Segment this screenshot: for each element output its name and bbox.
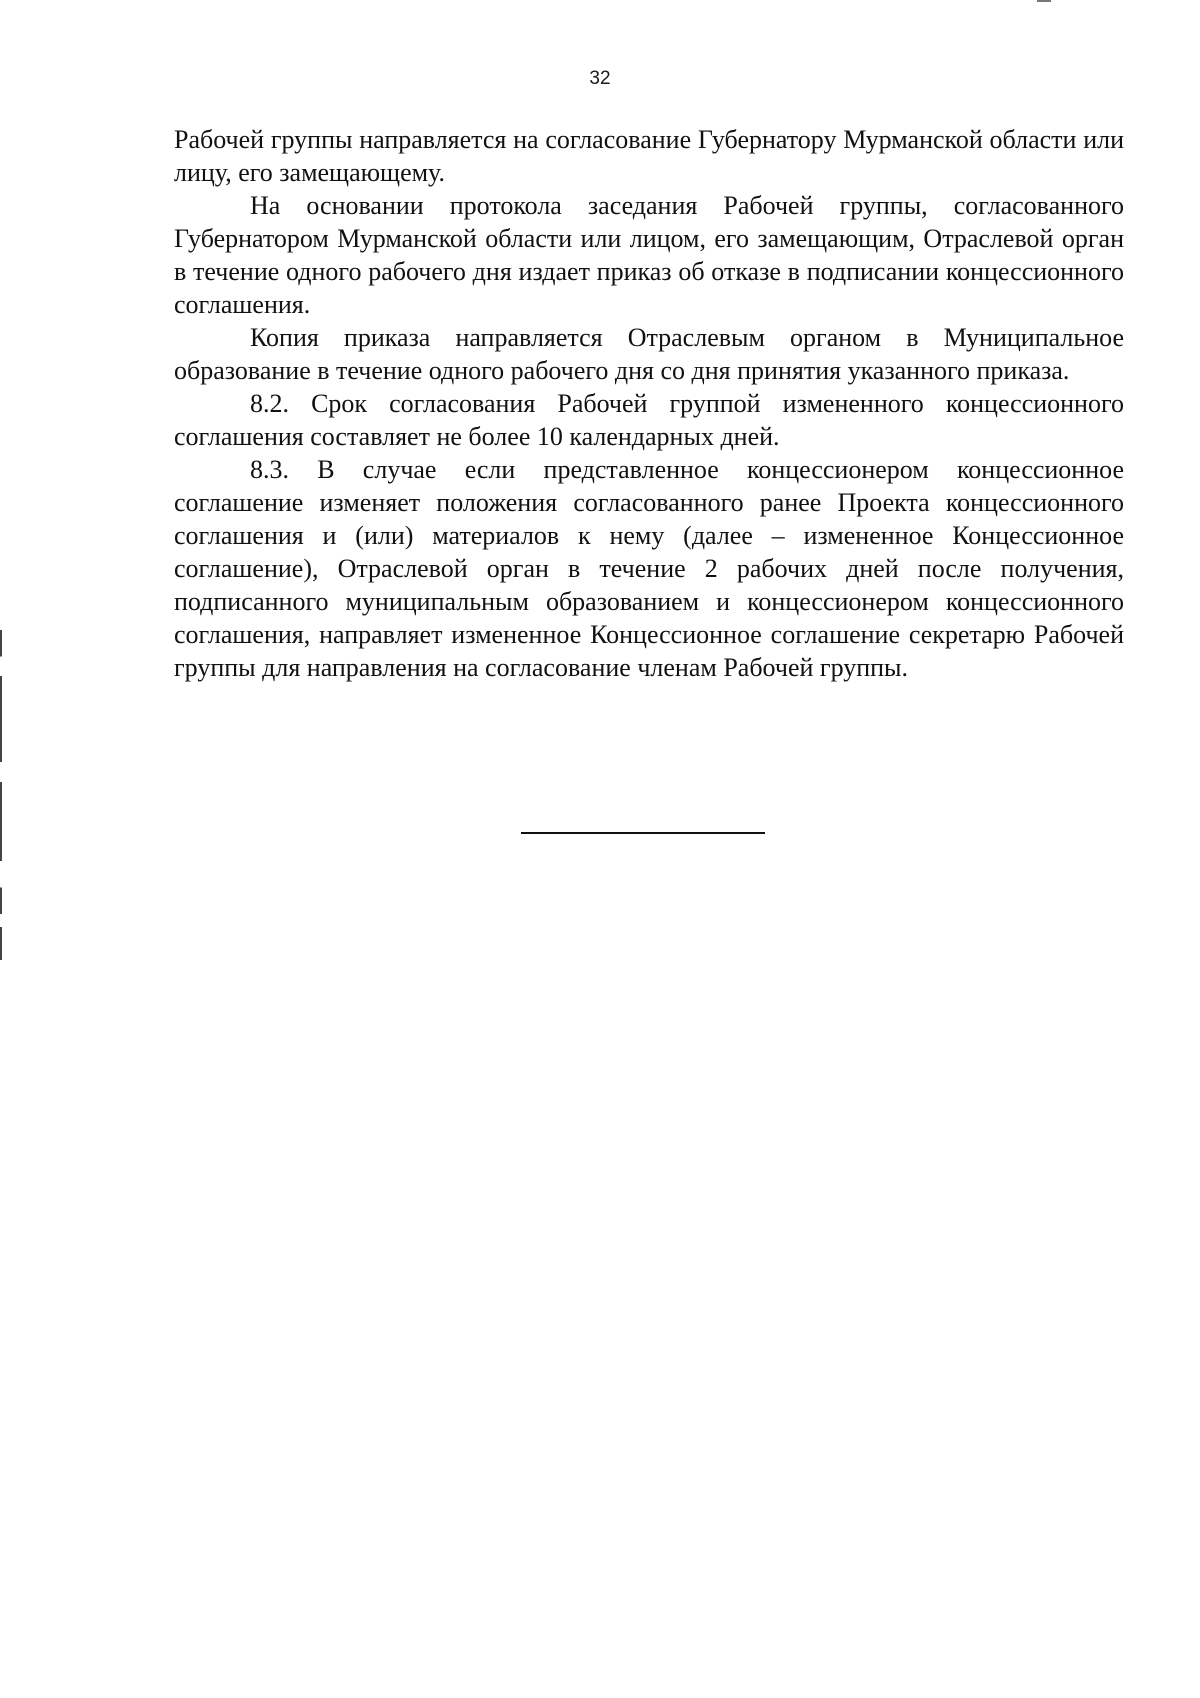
page-number: 32 [589,68,611,89]
paragraph-clause-8-3: 8.3. В случае если представленное концессионером концессионное соглашение изменяет положения согласованного ранее Проекта концессионного соглашения и (или) материалов к нему (далее – измененное Концессионное соглашение), Отраслевой орган в течение 2 рабочих дней после получения, подписанного муниципальным образованием и концессионером концессионного соглашения, направляет измененное Концессионное соглашение секретарю Рабочей группы для направления на согласование членам Рабочей группы. [174,455,1124,682]
paragraph-protocol-basis: На основании протокола заседания Рабочей группы, согласованного Губернатором Мурманской области или лицом, его замещающим, Отраслевой орган в течение одного рабочего дня издает приказ об отказе в подписании концессионного соглашения. [174,191,1124,319]
paragraph-clause-8-2: 8.2. Срок согласования Рабочей группой измененного концессионного соглашения составляет не более 10 календарных дней. [174,389,1124,451]
paragraph-continuation: Рабочей группы направляется на согласование Губернатору Мурманской области или лицу, его замещающему. [174,125,1124,187]
scan-artifact-mark [1037,0,1051,2]
paragraph-order-copy: Копия приказа направляется Отраслевым органом в Муниципальное образование в течение одного рабочего дня со дня принятия указанного приказа. [174,323,1124,385]
end-of-document-rule [521,832,765,834]
scan-edge-artifact [0,630,2,960]
document-body [174,123,1124,684]
